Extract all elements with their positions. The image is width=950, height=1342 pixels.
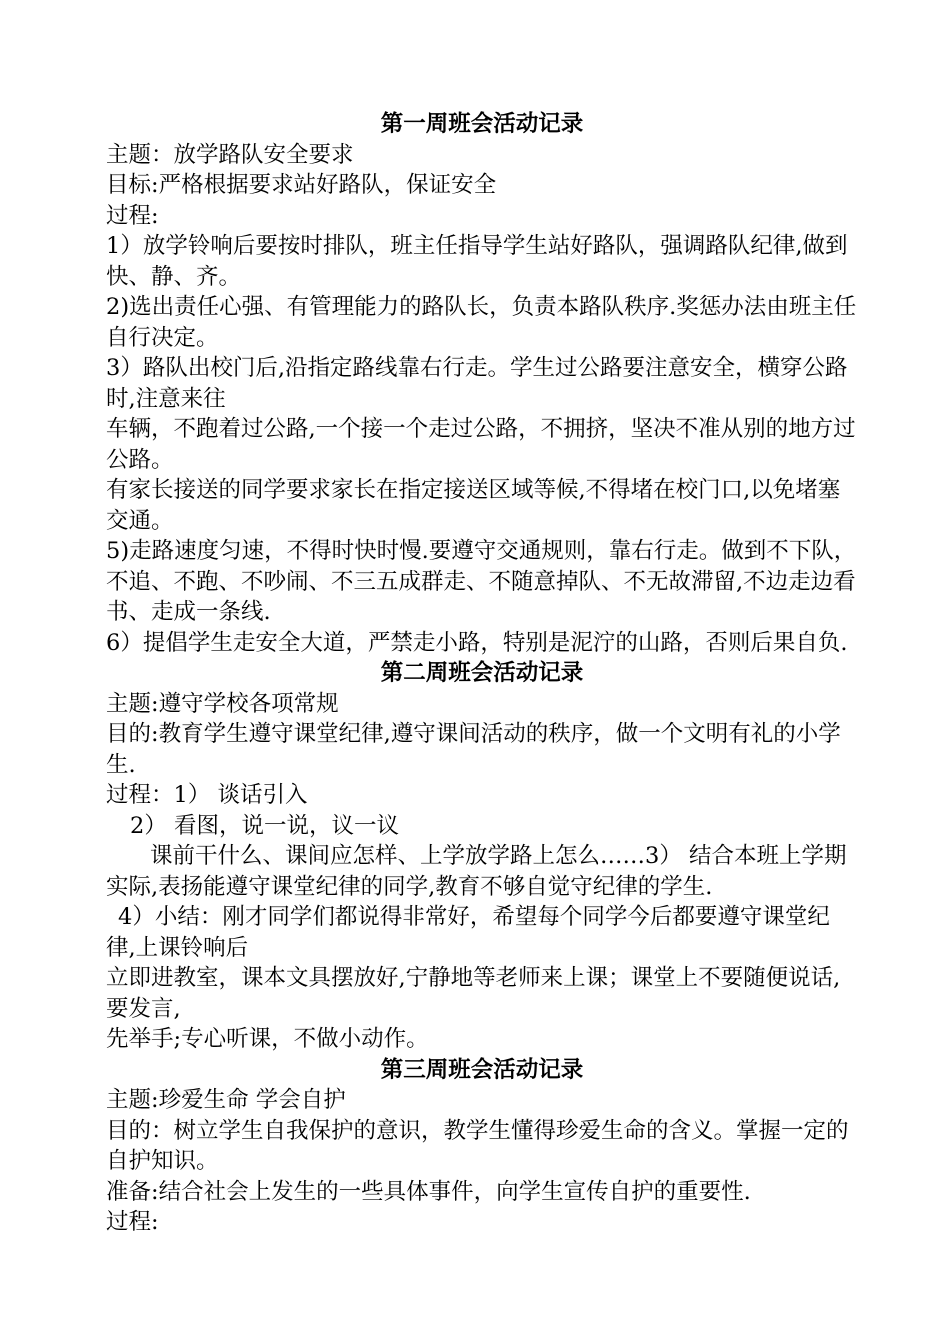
- week2-process-2: 2） 看图，说一说，议一议: [130, 812, 399, 839]
- week2-process-4-continued: 立即进教室，课本文具摆放好,宁静地等老师来上课；课堂上不要随便说话,要发言,: [106, 965, 841, 1022]
- week1-goal: 目标:严格根据要求站好路队，保证安全: [106, 172, 497, 198]
- week1-step-5: 5)走路速度匀速，不得时快时慢.要遵守交通规则，靠右行走。做到不下队，不追、不跑、不吵闹、不三五成群走、不随意掉队、不无故滞留,不边走边看书、走成一条线.: [106, 538, 857, 625]
- week3-prep: 准备:结合社会上发生的一些具体事件，向学生宣传自护的重要性.: [106, 1178, 751, 1205]
- week3-goal: 目的：树立学生自我保护的意识，教学生懂得珍爱生命的含义。掌握一定的自护知识。: [106, 1117, 849, 1174]
- week2-process-3-text: 课前干什么、课间应怎样、上学放学路上怎么……3） 结合本班上学期实际,表扬能遵守课堂纪律的同学,教育不够自觉守纪律的学生.: [106, 843, 847, 900]
- week3-theme: 主题:珍爱生命 学会自护: [106, 1087, 346, 1113]
- week2-theme: 主题:遵守学校各项常规: [106, 690, 339, 717]
- week3-process-label: 过程:: [106, 1209, 159, 1235]
- week2-process-4-end: 先举手;专心听课，不做小动作。: [106, 1026, 429, 1052]
- week2-process-4-text: 4）小结：刚才同学们都说得非常好，希望每个同学今后都要遵守课堂纪律,上课铃响后: [106, 904, 830, 961]
- week1-step-6: 6）提倡学生走安全大道，严禁走小路，特别是泥泞的山路，否则后果自负.: [106, 629, 848, 656]
- week2-process-3: [106, 841, 858, 902]
- week1-step-3-continued: 车辆，不跑着过公路,一个接一个走过公路，不拥挤，坚决不准从别的地方过公路。: [106, 416, 856, 473]
- week2-title: 第二周班会活动记录: [380, 660, 584, 686]
- week2-goal: 目的:教育学生遵守课堂纪律,遵守课间活动的秩序，做一个文明有礼的小学生.: [106, 721, 841, 778]
- week1-step-2: 2)选出责任心强、有管理能力的路队长，负责本路队秩序.奖惩办法由班主任自行决定。: [106, 294, 857, 351]
- week1-theme: 主题：放学路队安全要求: [106, 141, 354, 168]
- week1-step-3: 3）路队出校门后,沿指定路线靠右行走。学生过公路要注意安全，横穿公路时,注意来往: [106, 355, 848, 412]
- week1-step-4: 有家长接送的同学要求家长在指定接送区域等候,不得堵在校门口,以免堵塞交通。: [106, 477, 841, 534]
- week3-title: 第三周班会活动记录: [380, 1056, 584, 1083]
- week1-process-label: 过程:: [106, 202, 159, 229]
- week2-process-4: [106, 902, 858, 963]
- week1-step-1: 1）放学铃响后要按时排队，班主任指导学生站好路队，强调路队纪律,做到快、静、齐。: [106, 233, 848, 290]
- week2-process-1: 过程：1） 谈话引入: [106, 782, 308, 808]
- week1-title: 第一周班会活动记录: [380, 111, 584, 137]
- document-page: [106, 109, 858, 1238]
